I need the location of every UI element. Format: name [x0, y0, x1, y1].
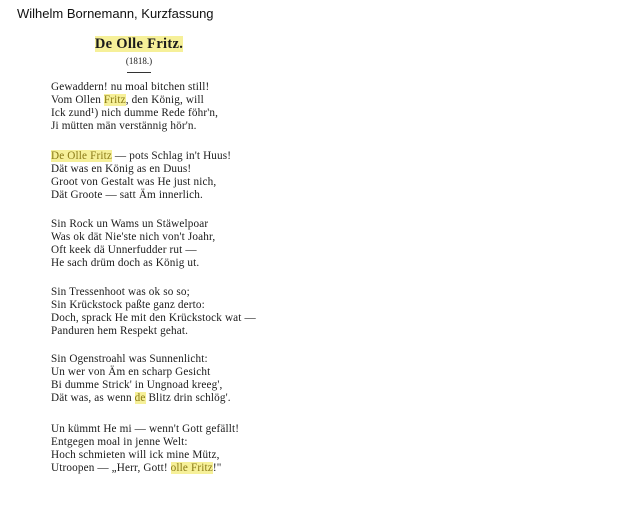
document-header: Wilhelm Bornemann, Kurzfassung [17, 6, 214, 21]
poem-line [51, 218, 215, 231]
line-text: Entgegen moal in jenne Welt: [51, 435, 188, 448]
line-text: Blitz drin schlög'. [145, 391, 231, 404]
line-text: Sin Rock un Wams un Stäwelpoar [51, 218, 209, 230]
poem-line [51, 163, 231, 176]
stanza [51, 423, 239, 475]
stanza [51, 353, 231, 405]
poem-line [51, 257, 215, 270]
line-text: Bi dumme Strick' in Ungnoad kreeg', [51, 378, 223, 391]
line-text: !" [212, 461, 222, 474]
highlighted-text: de [134, 391, 146, 404]
line-text: He sach drüm doch as König ut. [51, 256, 200, 269]
line-text: Ick zund¹) nich dumme Rede föhr'n, [51, 106, 219, 119]
line-text: Dät was, as wenn [51, 391, 135, 404]
poem-page [44, 30, 284, 520]
poem-line [51, 379, 231, 392]
line-text: Gewaddern! nu moal bitchen still! [51, 81, 210, 93]
line-text: Utroopen — „Herr, Gott! [51, 461, 171, 474]
poem-line [51, 176, 231, 189]
poem-line [51, 449, 239, 462]
line-text: Sin Krückstock paßte ganz derto: [51, 298, 205, 311]
line-text: Un kümmt He mi — wenn't Gott gefällt! [51, 423, 240, 435]
poem-title-text: De Olle Fritz. [94, 36, 184, 52]
line-text: Panduren hem Respekt gehat. [51, 324, 189, 337]
poem-line [51, 353, 231, 366]
poem-line [51, 231, 215, 244]
poem-line [51, 189, 231, 202]
line-text: Groot von Gestalt was He just nich, [51, 175, 217, 188]
poem-line [51, 244, 215, 257]
line-text: Oft keek dä Unnerfudder rut — [51, 243, 197, 256]
highlighted-text: Fritz [103, 93, 126, 106]
line-text: Ji mütten män verstännig hör'n. [51, 119, 197, 132]
poem-line [51, 299, 256, 312]
stanza [51, 218, 215, 270]
poem-title [44, 36, 234, 53]
highlighted-text: De Olle Fritz [51, 150, 112, 162]
poem-line [51, 436, 239, 449]
poem-line [51, 325, 256, 338]
stanza [51, 150, 231, 202]
poem-line [51, 81, 218, 94]
poem-line [51, 312, 256, 325]
poem-year: (1818.) [125, 56, 153, 66]
poem-line [51, 94, 218, 107]
line-text: Sin Ogenstroahl was Sunnenlicht: [51, 353, 208, 365]
line-text: Dät Groote — satt Äm innerlich. [51, 188, 203, 201]
poem-line [51, 462, 239, 475]
poem-line [51, 366, 231, 379]
highlighted-text: olle Fritz [170, 461, 213, 474]
poem-line [51, 286, 256, 299]
line-text: Hoch schmieten will ick mine Mütz, [51, 448, 220, 461]
poem-line [51, 392, 231, 405]
line-text: — pots Schlag in't Huus! [111, 150, 232, 162]
poem-line [51, 107, 218, 120]
title-divider [127, 72, 151, 73]
line-text: Un wer von Äm en scharp Gesicht [51, 365, 211, 378]
line-text: Doch, sprack He mit den Krückstock wat — [51, 311, 256, 324]
line-text: Dät was en König as en Duus! [51, 162, 192, 175]
stanza [51, 81, 218, 133]
line-text: Was ok dät Nie'ste nich von't Joahr, [51, 230, 216, 243]
stanza [51, 286, 256, 338]
line-text: Sin Tressenhoot was ok so so; [51, 286, 190, 298]
poem-line [51, 120, 218, 133]
line-text: , den König, will [125, 93, 204, 106]
poem-line [51, 150, 231, 163]
line-text: Vom Ollen [51, 93, 104, 106]
poem-line [51, 423, 239, 436]
